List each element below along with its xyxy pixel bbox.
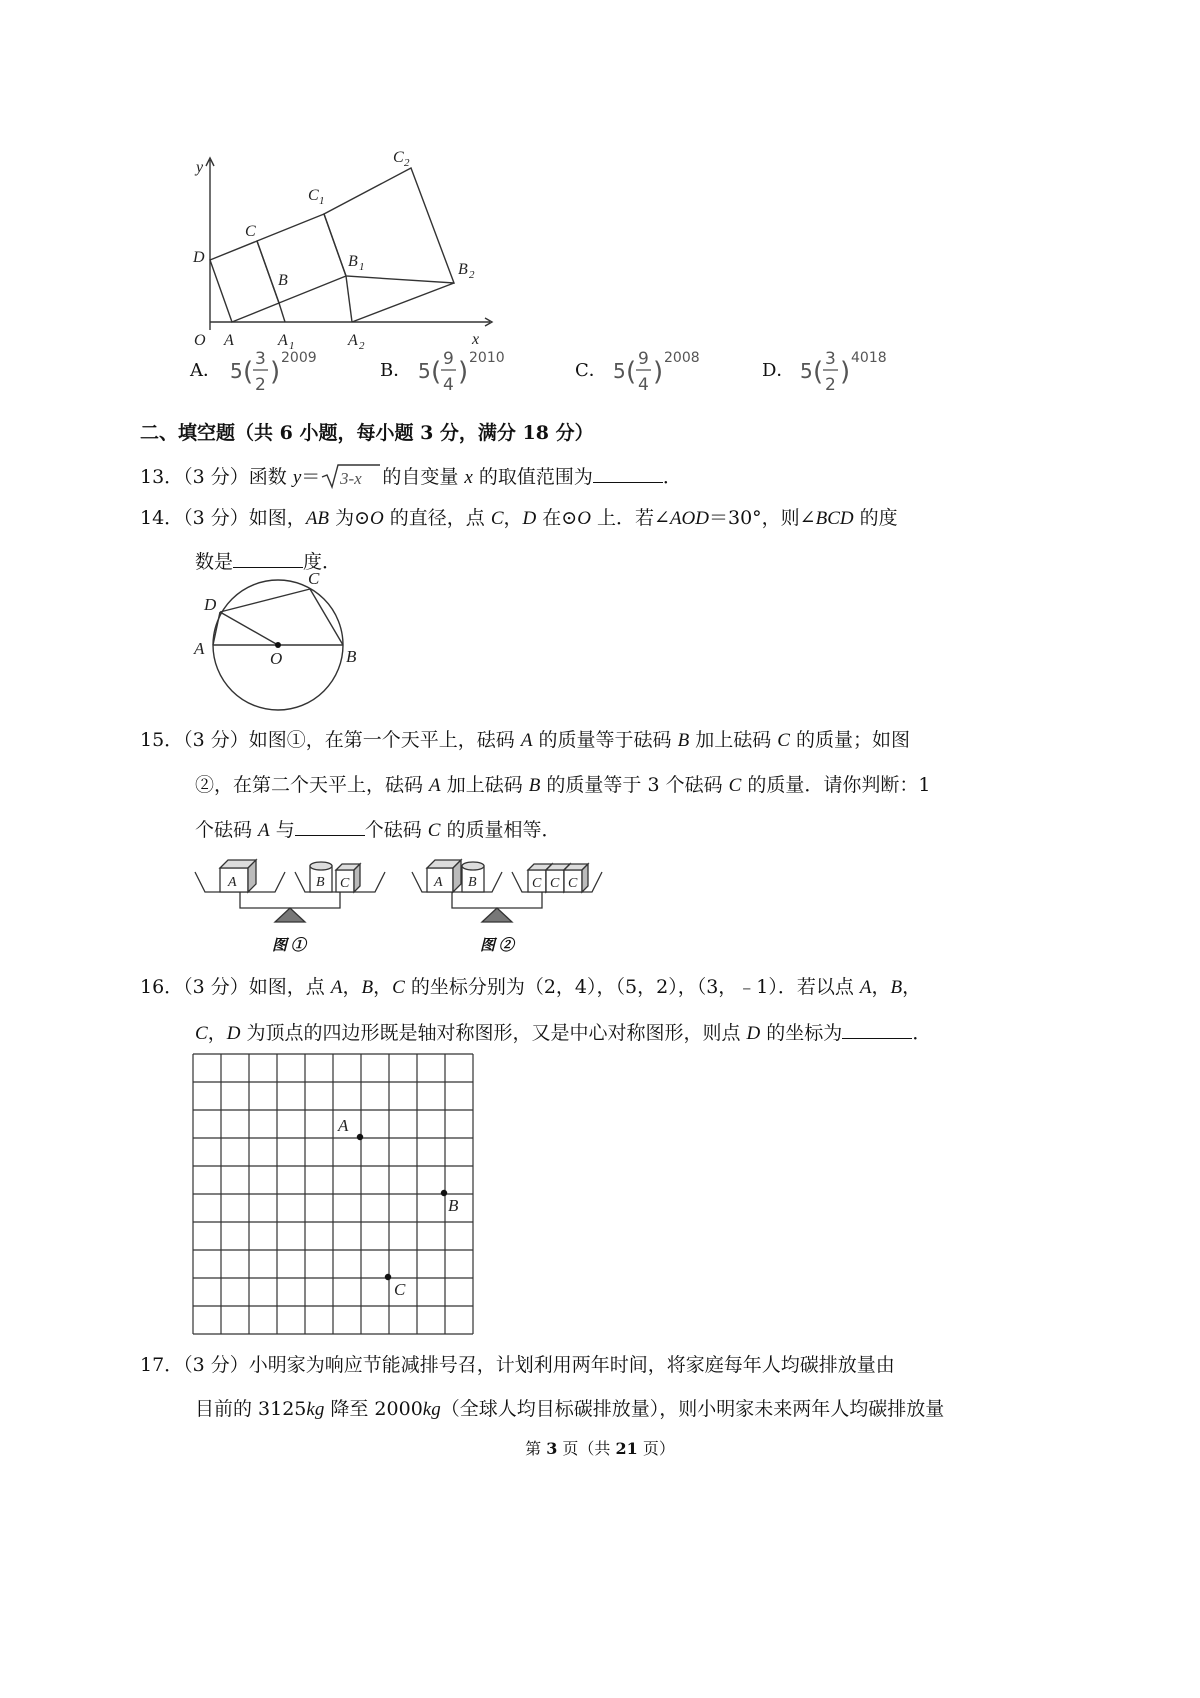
section-2-title: 二、填空题（共 6 小题，每小题 3 分，满分 18 分） [140, 422, 594, 444]
text: 17．（3 分）小明家为响应节能减排号召，计划利用两年时间，将家庭每年人均碳排放量由 [140, 1354, 895, 1376]
left-paren: ( [431, 357, 442, 387]
label-d: D [193, 249, 205, 266]
text: 的质量等于 3 个砝码 [540, 774, 729, 796]
option-letter: A． [190, 360, 221, 381]
point-a [357, 1134, 363, 1140]
text: （全球人均目标碳排放量），则小明家未来两年人均碳排放量 [440, 1398, 945, 1420]
label-a2: A [348, 332, 358, 349]
label-a: A [224, 332, 234, 349]
segment-od [220, 612, 278, 645]
segment-dc [220, 589, 310, 612]
text: ， [373, 976, 393, 998]
label-c: C [245, 223, 256, 240]
text: 的质量；如图 [789, 729, 910, 751]
option-a-expression [228, 342, 338, 398]
numerator: 3 [255, 349, 266, 369]
option-letter: C． [575, 360, 607, 381]
right-paren: ) [458, 357, 469, 387]
center-point [275, 642, 281, 648]
option-d-expression [798, 342, 908, 398]
var-d: D [522, 508, 537, 529]
label-c: C [394, 1280, 406, 1299]
text: 为顶点的四边形既是轴对称图形，又是中心对称图形，则点 [240, 1022, 747, 1044]
option-b[interactable] [380, 342, 570, 398]
var-o: O [577, 508, 591, 529]
var-b: B [677, 730, 690, 751]
text: 度． [303, 551, 342, 573]
label-y: y [196, 159, 204, 176]
exponent: 4018 [851, 350, 887, 366]
weight-label-b: B [468, 875, 477, 890]
weight-label-b: B [316, 875, 325, 890]
weight-label-c: C [532, 876, 542, 891]
unit-kg: kg [422, 1399, 441, 1420]
label-a1-sub: 1 [289, 340, 295, 350]
var-a: A [258, 820, 270, 841]
label-o: O [194, 332, 206, 349]
rectangles-coordinate-figure [190, 150, 510, 350]
q16-answer-blank[interactable] [842, 1018, 912, 1039]
left-paren: ( [626, 357, 637, 387]
var-b: B [361, 977, 374, 998]
page-footer [0, 1436, 1200, 1459]
label-c2-sub: 2 [404, 157, 410, 169]
var-a: A [859, 977, 872, 998]
q13-answer-blank[interactable] [593, 462, 663, 483]
numerator: 9 [443, 349, 454, 369]
sqrt-sign [320, 463, 382, 489]
coef: 5 [230, 359, 243, 383]
numerator: 3 [825, 349, 836, 369]
text: 页（共 [557, 1439, 616, 1458]
text: 16．（3 分）如图，点 [140, 976, 331, 998]
var-o: O [370, 508, 384, 529]
text: 的直径，点 [383, 507, 491, 529]
label-b: B [448, 1196, 459, 1215]
var-c: C [427, 820, 441, 841]
option-letter: D． [762, 360, 795, 381]
q15-answer-blank[interactable] [295, 815, 365, 836]
var-c: C [490, 508, 504, 529]
label-b1-sub: 1 [359, 261, 365, 273]
text: 上．若∠ [590, 507, 670, 529]
q13-suffix1: 的自变量 [382, 466, 465, 488]
square-abcd [210, 241, 279, 322]
q13-prefix: 13．（3 分）函数 [140, 466, 293, 488]
denominator: 2 [825, 375, 836, 395]
text: 14．（3 分）如图， [140, 507, 306, 529]
label-c1-sub: 1 [319, 195, 325, 207]
q13-end: ． [662, 466, 682, 488]
caption-figure-2: 图 ② [480, 938, 514, 954]
text: 在⊙ [536, 507, 578, 529]
grid-figure [192, 1053, 474, 1335]
right-paren: ) [270, 357, 281, 387]
var-d: D [746, 1023, 761, 1044]
option-a[interactable] [190, 342, 380, 398]
question-17-line1 [140, 1352, 895, 1378]
var-c: C [777, 730, 790, 751]
label-a: A [338, 1116, 349, 1135]
label-c: C [308, 570, 320, 588]
option-c-expression [611, 342, 721, 398]
rect-a2b2c2b1 [324, 168, 454, 283]
label-a1: A [278, 332, 288, 349]
text: 加上砝码 [689, 729, 778, 751]
coef: 5 [418, 359, 431, 383]
option-c[interactable] [575, 342, 765, 398]
caption-figure-1: 图 ① [272, 938, 306, 954]
label-o: O [270, 649, 283, 668]
right-paren: ) [653, 357, 664, 387]
segment-ad [213, 612, 220, 645]
text: ， [902, 976, 922, 998]
text: ， [342, 976, 362, 998]
q13-suffix2: 的取值范围为 [472, 466, 593, 488]
var-c: C [392, 977, 405, 998]
question-16-line1 [140, 974, 921, 1001]
label-a2-sub: 2 [359, 340, 365, 350]
text: 的质量等于砝码 [532, 729, 678, 751]
point-c [385, 1274, 391, 1280]
text: ＝30°，则∠ [709, 507, 816, 529]
text: 15．（3 分）如图①，在第一个天平上，砝码 [140, 729, 521, 751]
coef: 5 [800, 359, 813, 383]
question-15-line2 [195, 772, 930, 799]
var-c: C [728, 775, 742, 796]
text: 目前的 3125 [195, 1398, 307, 1420]
text: 的质量．请你判断：1 [741, 774, 931, 796]
label-c2: C [393, 150, 404, 166]
exponent: 2010 [469, 350, 505, 366]
left-paren: ( [813, 357, 824, 387]
var-a: A [520, 730, 533, 751]
q14-answer-blank[interactable] [233, 547, 303, 568]
var-ab: AB [305, 508, 330, 529]
question-15-line3 [195, 815, 560, 844]
q13-var-x: x [464, 467, 473, 488]
text: 与 [269, 819, 295, 841]
label-b: B [346, 647, 357, 666]
segment-cb [310, 589, 343, 645]
text: 第 [525, 1439, 547, 1458]
var-d: D [226, 1023, 241, 1044]
text: 降至 2000 [324, 1398, 423, 1420]
var-a: A [429, 775, 441, 796]
radicand: 3-x [340, 469, 363, 488]
weight-label-c: C [340, 876, 350, 891]
label-d: D [204, 595, 217, 614]
text: ， [503, 507, 523, 529]
option-letter: B． [380, 360, 412, 381]
text: 加上砝码 [440, 774, 529, 796]
option-b-expression [416, 342, 526, 398]
text: 数是 [195, 551, 234, 573]
question-16-line2 [195, 1018, 931, 1047]
text: 个砝码 [364, 819, 428, 841]
text: ， [207, 1022, 227, 1044]
text: ， [871, 976, 891, 998]
label-c1: C [308, 187, 319, 204]
question-13 [140, 462, 682, 491]
question-14-line1 [140, 505, 898, 532]
var-aod: AOD [669, 508, 709, 529]
q13-var-y: y [292, 467, 302, 488]
var-b: B [890, 977, 903, 998]
var-c: C [195, 1023, 208, 1044]
text: 个砝码 [195, 819, 259, 841]
unit-kg: kg [306, 1399, 325, 1420]
text: ． [912, 1022, 932, 1044]
label-a: A [194, 639, 205, 658]
right-paren: ) [840, 357, 851, 387]
denominator: 4 [443, 375, 454, 395]
label-x: x [472, 331, 480, 348]
rect-a1b1c1b [257, 214, 346, 303]
weight-label-a: A [434, 875, 443, 890]
label-b: B [278, 272, 288, 289]
exponent: 2009 [281, 350, 317, 366]
left-paren: ( [243, 357, 254, 387]
text: 的坐标分别为（2，4），（5，2），（3，﹣1）．若以点 [404, 976, 860, 998]
var-bcd: BCD [815, 508, 854, 529]
option-d[interactable] [762, 342, 952, 398]
text: 页） [637, 1439, 675, 1458]
page-number: 3 [546, 1439, 558, 1458]
label-b2-sub: 2 [469, 269, 475, 281]
exponent: 2008 [664, 350, 700, 366]
text: 的坐标为 [760, 1022, 843, 1044]
question-15-line1 [140, 727, 910, 754]
weight-label-c: C [550, 876, 560, 891]
balance-scales-figure [190, 850, 610, 960]
coef: 5 [613, 359, 626, 383]
circle-figure [190, 570, 370, 720]
weight-a-cube [220, 860, 256, 892]
weight-a-cube [427, 860, 461, 892]
question-17-line2 [195, 1396, 944, 1423]
weight-label-c: C [568, 876, 578, 891]
denominator: 2 [255, 375, 266, 395]
q13-eq: ＝ [301, 466, 321, 488]
var-a: A [330, 977, 343, 998]
q12-options [190, 342, 990, 398]
text: 的质量相等． [440, 819, 561, 841]
label-b1: B [348, 253, 358, 270]
text: 为⊙ [329, 507, 370, 529]
text: ②，在第二个天平上，砝码 [195, 774, 430, 796]
label-b2: B [458, 261, 468, 278]
text: 的度 [853, 507, 898, 529]
weight-label-a: A [228, 875, 237, 890]
numerator: 9 [638, 349, 649, 369]
total-pages: 21 [615, 1439, 638, 1458]
point-b [441, 1190, 447, 1196]
var-b: B [528, 775, 541, 796]
denominator: 4 [638, 375, 649, 395]
